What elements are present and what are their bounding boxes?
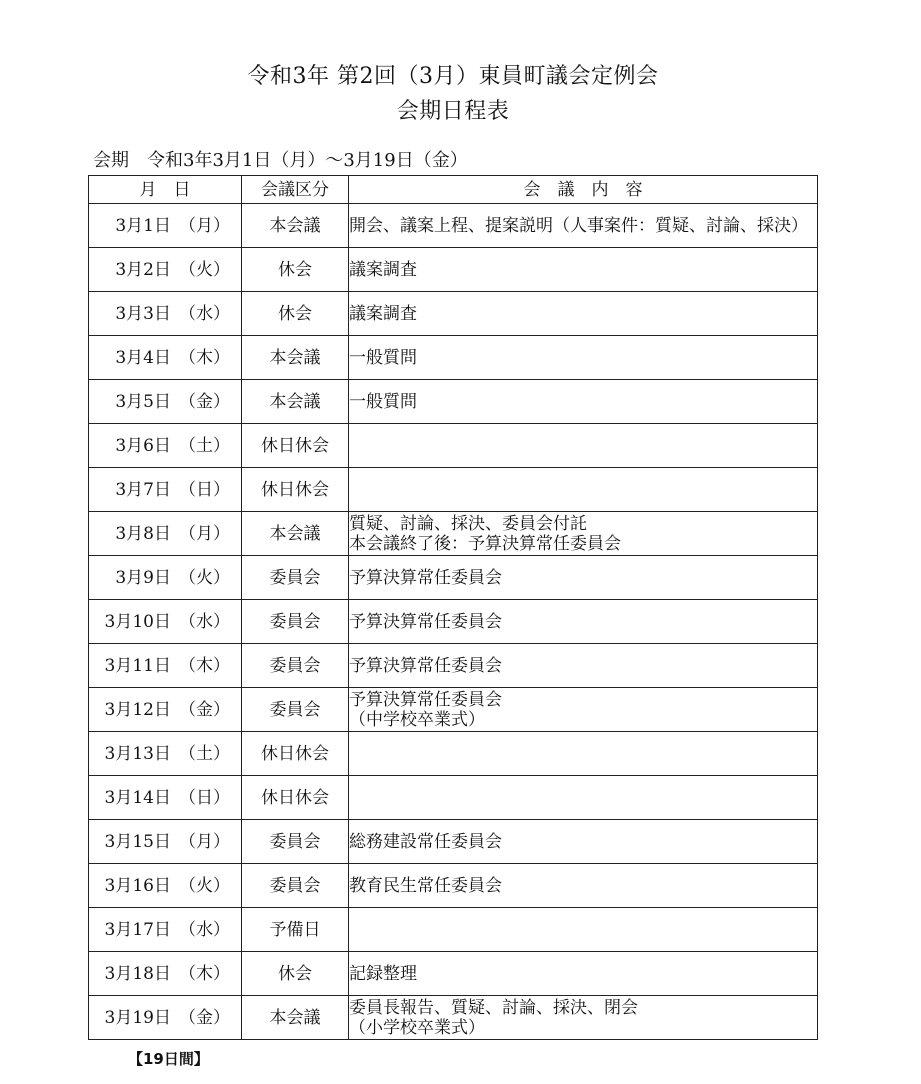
row-date-text: 3月15日 xyxy=(104,831,171,852)
row-date-text: 3月19日 xyxy=(104,1007,171,1028)
table-header-row xyxy=(89,176,818,204)
table-row xyxy=(89,820,818,864)
total-days: 【19日間】 xyxy=(128,1050,209,1068)
row-meeting-type: 本会議 xyxy=(242,204,349,248)
row-content xyxy=(349,820,818,864)
row-weekday: （土） xyxy=(179,435,230,456)
row-content xyxy=(349,732,818,776)
row-weekday: （金） xyxy=(179,1007,230,1028)
row-weekday: （土） xyxy=(179,743,230,764)
row-weekday: （火） xyxy=(179,259,230,280)
row-date xyxy=(89,204,242,248)
table-row xyxy=(89,204,818,248)
row-weekday: （火） xyxy=(179,567,230,588)
content-line: （中学校卒業式） xyxy=(349,709,485,730)
content-line: 記録整理 xyxy=(349,963,417,984)
row-meeting-type: 休日休会 xyxy=(242,468,349,512)
table-row xyxy=(89,468,818,512)
row-content xyxy=(349,204,818,248)
content-line: 委員長報告、質疑、討論、採決、閉会 xyxy=(349,997,638,1018)
row-meeting-type: 休日休会 xyxy=(242,776,349,820)
row-content xyxy=(349,644,818,688)
row-date-text: 3月3日 xyxy=(115,303,171,324)
row-meeting-type: 本会議 xyxy=(242,380,349,424)
row-date-text: 3月12日 xyxy=(104,699,171,720)
header-type: 会議区分 xyxy=(242,176,349,204)
row-date-text: 3月13日 xyxy=(104,743,171,764)
table-row xyxy=(89,908,818,952)
content-line: 一般質問 xyxy=(349,391,417,412)
row-content xyxy=(349,424,818,468)
row-content xyxy=(349,908,818,952)
content-line: 予算決算常任委員会 xyxy=(349,611,502,632)
content-line: 予算決算常任委員会 xyxy=(349,655,502,676)
row-meeting-type: 委員会 xyxy=(242,556,349,600)
row-date xyxy=(89,864,242,908)
table-row xyxy=(89,776,818,820)
content-line: 議案調査 xyxy=(349,259,417,280)
row-weekday: （水） xyxy=(179,919,230,940)
content-line: 予算決算常任委員会 xyxy=(349,689,502,710)
row-content xyxy=(349,292,818,336)
row-date xyxy=(89,336,242,380)
row-weekday: （木） xyxy=(179,655,230,676)
row-content xyxy=(349,380,818,424)
row-date-text: 3月11日 xyxy=(104,655,171,676)
table-row xyxy=(89,644,818,688)
table-row xyxy=(89,556,818,600)
row-date xyxy=(89,820,242,864)
table-row xyxy=(89,996,818,1040)
table-row xyxy=(89,248,818,292)
row-content xyxy=(349,512,818,556)
row-weekday: （木） xyxy=(179,963,230,984)
row-meeting-type: 本会議 xyxy=(242,512,349,556)
row-content xyxy=(349,688,818,732)
row-content xyxy=(349,952,818,996)
row-date xyxy=(89,688,242,732)
row-date xyxy=(89,644,242,688)
document-subtitle: 会期日程表 xyxy=(396,99,510,124)
table-row xyxy=(89,688,818,732)
row-date-text: 3月17日 xyxy=(104,919,171,940)
row-meeting-type: 休日休会 xyxy=(242,424,349,468)
row-meeting-type: 本会議 xyxy=(242,336,349,380)
row-weekday: （木） xyxy=(179,347,230,368)
row-weekday: （水） xyxy=(179,303,230,324)
content-line: （小学校卒業式） xyxy=(349,1017,485,1038)
row-weekday: （月） xyxy=(179,523,230,544)
row-date-text: 3月5日 xyxy=(115,391,171,412)
row-date xyxy=(89,380,242,424)
row-date xyxy=(89,556,242,600)
row-date-text: 3月2日 xyxy=(115,259,171,280)
content-line: 開会、議案上程、提案説明（人事案件：質疑、討論、採決） xyxy=(349,215,808,236)
row-date xyxy=(89,952,242,996)
table-row xyxy=(89,600,818,644)
row-date xyxy=(89,776,242,820)
content-line: 質疑、討論、採決、委員会付託 xyxy=(349,513,587,534)
row-meeting-type: 委員会 xyxy=(242,688,349,732)
table-row xyxy=(89,952,818,996)
row-date-text: 3月16日 xyxy=(104,875,171,896)
table-row xyxy=(89,380,818,424)
row-content xyxy=(349,248,818,292)
row-date xyxy=(89,600,242,644)
row-content xyxy=(349,468,818,512)
table-row xyxy=(89,336,818,380)
row-content xyxy=(349,776,818,820)
table-row xyxy=(89,512,818,556)
row-date-text: 3月8日 xyxy=(115,523,171,544)
row-meeting-type: 休会 xyxy=(242,292,349,336)
row-date-text: 3月6日 xyxy=(115,435,171,456)
row-weekday: （日） xyxy=(179,787,230,808)
row-content xyxy=(349,600,818,644)
table-row xyxy=(89,732,818,776)
row-weekday: （金） xyxy=(179,391,230,412)
row-content xyxy=(349,336,818,380)
row-weekday: （金） xyxy=(179,699,230,720)
row-date-text: 3月14日 xyxy=(104,787,171,808)
row-date xyxy=(89,732,242,776)
content-line: 教育民生常任委員会 xyxy=(349,875,502,896)
row-date xyxy=(89,996,242,1040)
row-weekday: （月） xyxy=(179,831,230,852)
content-line: 議案調査 xyxy=(349,303,417,324)
row-content xyxy=(349,556,818,600)
content-line: 本会議終了後：予算決算常任委員会 xyxy=(349,533,621,554)
row-meeting-type: 予備日 xyxy=(242,908,349,952)
schedule-table xyxy=(88,175,818,1040)
row-date-text: 3月1日 xyxy=(115,215,171,236)
header-content: 会 議 内 容 xyxy=(349,176,818,204)
row-date-text: 3月4日 xyxy=(115,347,171,368)
row-date-text: 3月10日 xyxy=(104,611,171,632)
row-date xyxy=(89,908,242,952)
content-line: 総務建設常任委員会 xyxy=(349,831,502,852)
document-title: 令和3年 第2回（3月）東員町議会定例会 xyxy=(247,64,659,89)
table-row xyxy=(89,424,818,468)
row-date xyxy=(89,248,242,292)
row-date xyxy=(89,468,242,512)
row-date-text: 3月9日 xyxy=(115,567,171,588)
row-date-text: 3月18日 xyxy=(104,963,171,984)
row-meeting-type: 委員会 xyxy=(242,644,349,688)
session-period: 会期 令和3年3月1日（月）～3月19日（金） xyxy=(93,150,468,171)
schedule-rows xyxy=(89,204,818,1040)
content-line: 予算決算常任委員会 xyxy=(349,567,502,588)
content-line: 一般質問 xyxy=(349,347,417,368)
row-date xyxy=(89,512,242,556)
row-meeting-type: 休会 xyxy=(242,952,349,996)
row-meeting-type: 休日休会 xyxy=(242,732,349,776)
header-date: 月 日 xyxy=(89,176,242,204)
row-meeting-type: 本会議 xyxy=(242,996,349,1040)
table-row xyxy=(89,864,818,908)
row-meeting-type: 委員会 xyxy=(242,600,349,644)
row-content xyxy=(349,996,818,1040)
row-content xyxy=(349,864,818,908)
row-date-text: 3月7日 xyxy=(115,479,171,500)
row-meeting-type: 委員会 xyxy=(242,864,349,908)
row-weekday: （水） xyxy=(179,611,230,632)
row-meeting-type: 委員会 xyxy=(242,820,349,864)
row-date xyxy=(89,292,242,336)
row-date xyxy=(89,424,242,468)
row-meeting-type: 休会 xyxy=(242,248,349,292)
row-weekday: （月） xyxy=(179,215,230,236)
table-row xyxy=(89,292,818,336)
row-weekday: （日） xyxy=(179,479,230,500)
row-weekday: （火） xyxy=(179,875,230,896)
